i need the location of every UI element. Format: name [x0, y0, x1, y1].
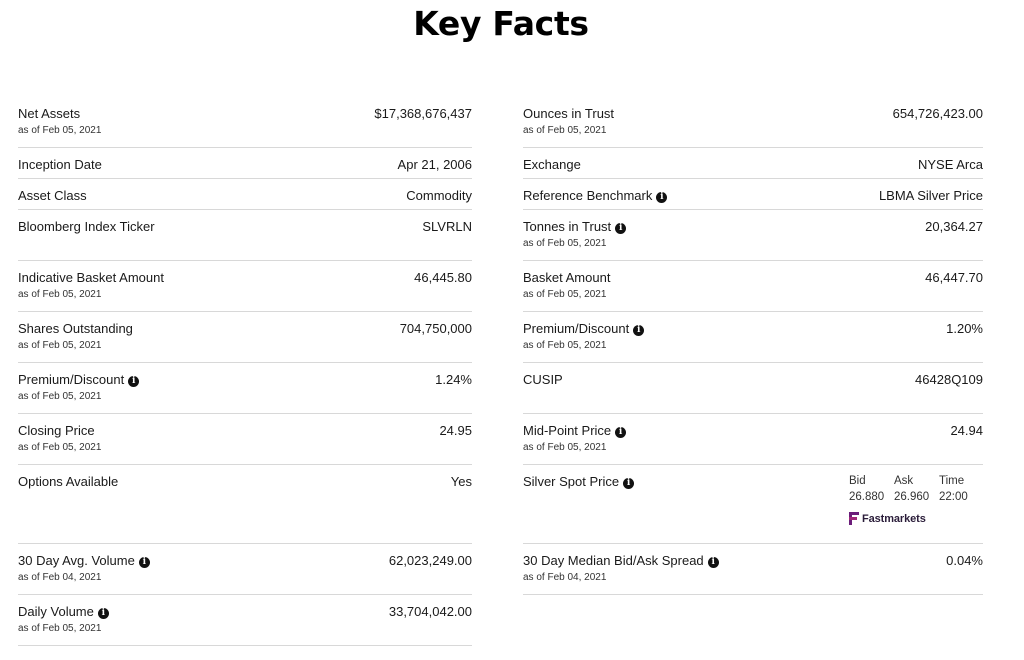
- info-icon[interactable]: i: [98, 608, 109, 619]
- fact-row-basket-amount: [523, 261, 983, 312]
- fact-label-text: Reference Benchmark: [523, 188, 653, 203]
- fact-as-of-date: as of Feb 05, 2021: [18, 442, 102, 453]
- fact-label: Ounces in Trust: [523, 106, 615, 121]
- fact-label: [523, 188, 667, 203]
- fact-label: Net Assets: [18, 106, 81, 121]
- fact-as-of-date: as of Feb 05, 2021: [523, 238, 607, 249]
- fact-value: 24.95: [439, 423, 472, 438]
- fact-value: 46,447.70: [925, 270, 983, 285]
- fact-label: Closing Price: [18, 423, 95, 438]
- fact-label: [18, 553, 150, 568]
- fact-row-inception-date: [18, 148, 472, 179]
- fact-label: [523, 423, 626, 438]
- fact-row-closing-price: [18, 414, 472, 465]
- fact-value: 1.24%: [435, 372, 472, 387]
- info-icon[interactable]: i: [656, 192, 667, 203]
- spot-bid-header: Bid: [849, 475, 866, 487]
- fact-label: Bloomberg Index Ticker: [18, 219, 155, 234]
- fact-value: 0.04%: [946, 553, 983, 568]
- fact-value: 20,364.27: [925, 219, 983, 234]
- fact-value: Commodity: [406, 188, 472, 203]
- fact-row-mid-point-price: [523, 414, 983, 465]
- fastmarkets-logo-text: Fastmarkets: [862, 512, 926, 525]
- fact-row-bloomberg-index-ticker: [18, 210, 472, 261]
- key-facts-left-column: [18, 97, 472, 646]
- fact-row-reference-benchmark: [523, 179, 983, 210]
- fact-value: Yes: [450, 474, 472, 489]
- fact-label: [523, 553, 719, 568]
- fact-label-text: Premium/Discount: [523, 321, 630, 336]
- key-facts-right-column: [523, 97, 983, 595]
- info-icon[interactable]: i: [623, 478, 634, 489]
- spot-time-header: Time: [939, 475, 965, 487]
- fact-label: CUSIP: [523, 372, 563, 387]
- fact-label: Options Available: [18, 474, 119, 489]
- fact-label-text: Silver Spot Price: [523, 474, 620, 489]
- info-icon[interactable]: i: [139, 557, 150, 568]
- fact-as-of-date: as of Feb 05, 2021: [523, 125, 607, 136]
- info-icon[interactable]: i: [633, 325, 644, 336]
- info-icon[interactable]: i: [615, 427, 626, 438]
- fact-label: Exchange: [523, 157, 581, 172]
- fact-row-cusip: [523, 363, 983, 414]
- fact-as-of-date: as of Feb 04, 2021: [523, 572, 607, 583]
- fact-as-of-date: as of Feb 05, 2021: [18, 125, 102, 136]
- fact-value: 654,726,423.00: [892, 106, 983, 121]
- fact-label: Indicative Basket Amount: [18, 270, 164, 285]
- fact-label-text: Tonnes in Trust: [523, 219, 612, 234]
- fact-row-asset-class: [18, 179, 472, 210]
- fact-value: 1.20%: [946, 321, 983, 336]
- fact-label: Shares Outstanding: [18, 321, 133, 336]
- fact-row-silver-spot-price: [523, 465, 983, 544]
- fact-label: Asset Class: [18, 188, 87, 203]
- fact-as-of-date: as of Feb 04, 2021: [18, 572, 102, 583]
- fact-label-text: Premium/Discount: [18, 372, 125, 387]
- fact-value: 46,445.80: [414, 270, 472, 285]
- page-title: Key Facts: [413, 4, 589, 43]
- fact-label: [18, 372, 139, 387]
- spot-price-table: [849, 475, 979, 503]
- fact-value: SLVRLN: [422, 219, 472, 234]
- fact-label: [523, 474, 634, 489]
- fact-value: LBMA Silver Price: [878, 188, 983, 203]
- info-icon[interactable]: i: [708, 557, 719, 568]
- fact-value: 46428Q109: [915, 372, 983, 387]
- spot-time-value: 22:00: [939, 491, 968, 503]
- fact-row-premium-discount: [18, 363, 472, 414]
- fact-label: [523, 321, 644, 336]
- fact-as-of-date: as of Feb 05, 2021: [18, 623, 102, 634]
- fact-row-net-assets: [18, 97, 472, 148]
- info-icon[interactable]: i: [615, 223, 626, 234]
- fact-row-daily-volume: [18, 595, 472, 646]
- fact-row-tonnes-in-trust: [523, 210, 983, 261]
- fact-label-text: Daily Volume: [18, 604, 94, 619]
- fact-row-30-day-median-bid-ask-spread: [523, 544, 983, 595]
- info-icon[interactable]: i: [128, 376, 139, 387]
- spot-ask-header: Ask: [894, 475, 914, 487]
- fact-row-30-day-avg-volume: [18, 544, 472, 595]
- fact-label: [18, 604, 109, 619]
- fact-label: Inception Date: [18, 157, 102, 172]
- fact-as-of-date: as of Feb 05, 2021: [18, 340, 102, 351]
- fact-value: $17,368,676,437: [374, 106, 472, 121]
- fact-value: Apr 21, 2006: [397, 157, 472, 172]
- fact-value: 33,704,042.00: [388, 604, 472, 619]
- spot-ask-value: 26.960: [894, 491, 930, 503]
- fact-row-ounces-in-trust: [523, 97, 983, 148]
- fact-value: 704,750,000: [399, 321, 472, 336]
- fact-row-premium-discount: [523, 312, 983, 363]
- fact-label: [523, 219, 626, 234]
- fact-as-of-date: as of Feb 05, 2021: [18, 289, 102, 300]
- fastmarkets-logo[interactable]: [849, 512, 926, 525]
- fact-value: NYSE Arca: [917, 157, 983, 172]
- fact-as-of-date: as of Feb 05, 2021: [523, 442, 607, 453]
- spot-bid-value: 26.880: [849, 491, 885, 503]
- fact-as-of-date: as of Feb 05, 2021: [523, 289, 607, 300]
- fact-row-options-available: [18, 465, 472, 544]
- fact-row-indicative-basket-amount: [18, 261, 472, 312]
- fact-label-text: 30 Day Median Bid/Ask Spread: [523, 553, 704, 568]
- fact-value: 24.94: [950, 423, 983, 438]
- fact-as-of-date: as of Feb 05, 2021: [18, 391, 102, 402]
- fact-label: Basket Amount: [523, 270, 611, 285]
- fact-as-of-date: as of Feb 05, 2021: [523, 340, 607, 351]
- fact-label-text: Mid-Point Price: [523, 423, 612, 438]
- fact-label-text: 30 Day Avg. Volume: [18, 553, 135, 568]
- fact-row-exchange: [523, 148, 983, 179]
- fact-row-shares-outstanding: [18, 312, 472, 363]
- fact-value: 62,023,249.00: [388, 553, 472, 568]
- fastmarkets-logo-icon: [849, 512, 859, 525]
